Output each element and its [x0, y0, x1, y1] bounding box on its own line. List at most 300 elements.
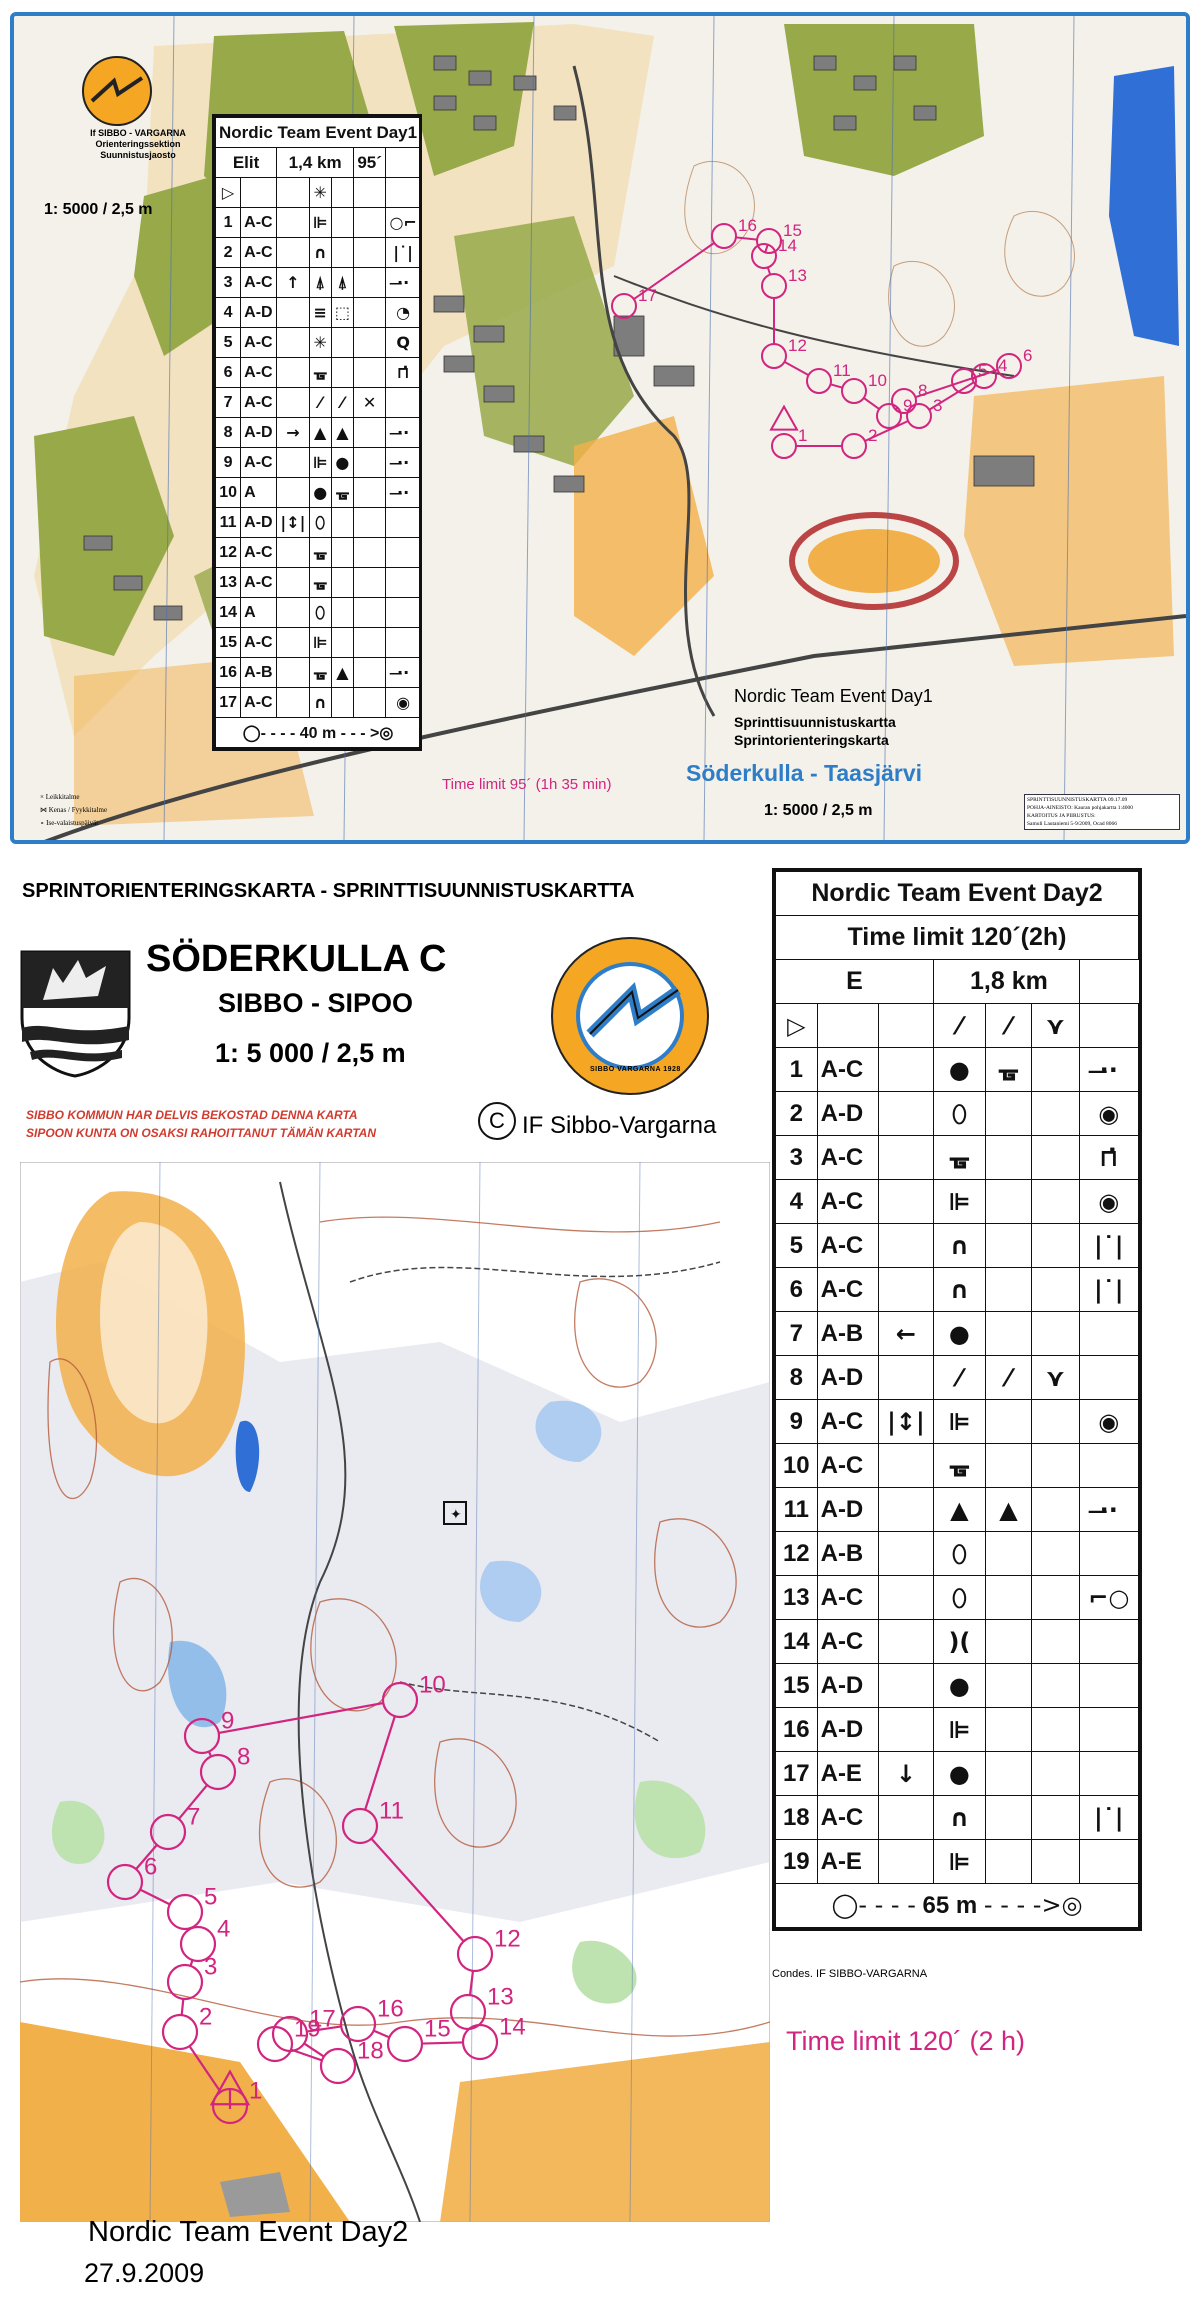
cell-e [386, 598, 421, 628]
cell-code: A-C [241, 388, 277, 418]
cell-c [985, 1576, 1031, 1620]
cell-n: 4 [776, 1180, 818, 1224]
cell-c [331, 598, 353, 628]
map1-sub1: Sprinttisuunnistuskartta [734, 714, 896, 730]
cell-code: A-C [241, 688, 277, 718]
description-row [216, 388, 421, 418]
control-description-table-day2 [772, 868, 1142, 1931]
cell-c: ᚗ [985, 1048, 1031, 1092]
table1-length: 1,4 km [277, 148, 354, 178]
control-number: 18 [357, 2037, 384, 2065]
cell-e [1079, 1444, 1138, 1488]
cell-c [985, 1664, 1031, 1708]
cell-n: 2 [216, 238, 241, 268]
cell-code: A-C [817, 1444, 878, 1488]
description-row [776, 1268, 1139, 1312]
cell-code: A-C [241, 538, 277, 568]
cell-a [878, 1576, 933, 1620]
description-row [776, 1532, 1139, 1576]
map1-legend [40, 791, 107, 830]
cell-c [985, 1180, 1031, 1224]
cell-code: A-C [817, 1224, 878, 1268]
cell-b: ∩ [309, 688, 331, 718]
cell-c: ⁄ [331, 388, 353, 418]
cell-b: ▲ [934, 1488, 986, 1532]
cell-b: ∩ [934, 1268, 986, 1312]
cell-code: A-C [817, 1048, 878, 1092]
map1-sub2: Sprintorienteringskarta [734, 732, 889, 748]
cell-e [1079, 1312, 1138, 1356]
cell-d [354, 598, 386, 628]
control-circle [807, 369, 831, 393]
map1-title: Nordic Team Event Day1 [734, 686, 933, 706]
legend-item: ∘ Ise-valaistuspäivät [40, 819, 99, 827]
cell-e: ·̶· [386, 268, 421, 298]
cell-n: 4 [216, 298, 241, 328]
cell-n: 19 [776, 1840, 818, 1884]
cell-e: ◉ [1079, 1180, 1138, 1224]
cell-e: ◉ [386, 688, 421, 718]
cell-d [1032, 1180, 1079, 1224]
control-number: 1 [798, 425, 808, 445]
cell-c [985, 1136, 1031, 1180]
description-row [776, 1708, 1139, 1752]
cell-n: 17 [776, 1752, 818, 1796]
cell-d [1032, 1048, 1079, 1092]
cell-e [1079, 1356, 1138, 1400]
control-number: 2 [868, 425, 878, 445]
cell-a [277, 208, 310, 238]
cell-b: ᚗ [309, 568, 331, 598]
copyright-icon: C [478, 1102, 516, 1140]
cell-n: 6 [216, 358, 241, 388]
cell-n: 18 [776, 1796, 818, 1840]
map1-scale-left: 1: 5000 / 2,5 m [44, 201, 153, 218]
cell-e: ·̶· [386, 448, 421, 478]
cell-d [354, 418, 386, 448]
cell-code: A-D [817, 1092, 878, 1136]
cell-c [331, 538, 353, 568]
map2-subtitle: SIBBO - SIPOO [218, 988, 414, 1018]
cell-a [878, 1532, 933, 1576]
cell-n: 3 [216, 268, 241, 298]
map2-terrain [20, 1162, 770, 2222]
club-sub2: Suunnistusjaosto [100, 150, 176, 160]
cell-n: 12 [776, 1532, 818, 1576]
cell-c: ⁄ [985, 1356, 1031, 1400]
cell-a [277, 358, 310, 388]
cell-a [277, 478, 310, 508]
cell-n: 10 [776, 1444, 818, 1488]
cell-b: ⍋ [309, 268, 331, 298]
control-number: 7 [187, 1803, 201, 1831]
cell-b: ⊫ [309, 628, 331, 658]
start-triangle-icon: ▷ [216, 178, 241, 208]
control-number: 1 [249, 2077, 263, 2105]
start-triangle-icon [771, 407, 797, 430]
cell-n: 1 [216, 208, 241, 238]
cell-e: ·̶· [386, 418, 421, 448]
map-day1 [10, 12, 1190, 844]
cell-b: ⬯ [934, 1092, 986, 1136]
cell-e: ·̶· [386, 658, 421, 688]
cell-code: A-C [241, 568, 277, 598]
control-description-table-day1 [212, 114, 422, 751]
cell-n: 5 [776, 1224, 818, 1268]
cell-code: A-B [241, 658, 277, 688]
control-circle [762, 344, 786, 368]
control-number: 3 [204, 1953, 218, 1981]
cell-n: 13 [776, 1576, 818, 1620]
description-row [776, 1312, 1139, 1356]
control-number: 10 [868, 370, 887, 390]
cell-c [985, 1268, 1031, 1312]
cell-code: A [241, 598, 277, 628]
cell-c: ᚗ [331, 478, 353, 508]
description-row [776, 1048, 1139, 1092]
cell-c [331, 358, 353, 388]
cell-e: Q [386, 328, 421, 358]
cell-d [354, 358, 386, 388]
control-number: 8 [918, 380, 928, 400]
cell-code: A-C [817, 1400, 878, 1444]
cell-c: ⬚ [331, 298, 353, 328]
club-name: If SIBBO - VARGARNA [90, 128, 186, 138]
cell-b: ● [934, 1312, 986, 1356]
cell-d: ✕ [354, 388, 386, 418]
cell-b: ⁄ [934, 1356, 986, 1400]
control-number: 9 [903, 395, 913, 415]
cell-c [331, 628, 353, 658]
cell-c [985, 1752, 1031, 1796]
cell-a [277, 538, 310, 568]
cell-a [277, 238, 310, 268]
cell-e [386, 388, 421, 418]
description-row [776, 1796, 1139, 1840]
map2-condes: Condes. IF SIBBO-VARGARNA [772, 1968, 928, 1980]
cell-c [985, 1400, 1031, 1444]
cell-a [878, 1840, 933, 1884]
table2-class: E [776, 960, 934, 1004]
cell-n: 8 [216, 418, 241, 448]
cell-code: A-C [241, 328, 277, 358]
cell-e [386, 568, 421, 598]
description-row [216, 448, 421, 478]
cell-c [985, 1708, 1031, 1752]
cell-a: → [277, 418, 310, 448]
cell-b: ⊫ [934, 1708, 986, 1752]
cell-n: 15 [776, 1664, 818, 1708]
cell-code: A-D [817, 1708, 878, 1752]
cell-d [354, 208, 386, 238]
control-number: 11 [379, 1797, 404, 1825]
cell-b: ✳ [309, 328, 331, 358]
description-row [216, 688, 421, 718]
cell-code: A-B [817, 1312, 878, 1356]
cell-b: )( [934, 1620, 986, 1664]
map2-time-limit: Time limit 120´ (2 h) [786, 2026, 1026, 2056]
cell-n: 3 [776, 1136, 818, 1180]
cell-c [985, 1312, 1031, 1356]
control-number: 14 [499, 2013, 526, 2041]
cell-code: A [241, 478, 277, 508]
control-number: 12 [788, 335, 807, 355]
logo-text: SIBBO VARGARNA 1928 [590, 1066, 681, 1073]
table1-title: Nordic Team Event Day1 [216, 118, 421, 148]
course-leg [864, 398, 879, 409]
map1-time-limit: Time limit 95´ (1h 35 min) [442, 776, 612, 793]
cell-a [878, 1268, 933, 1312]
table2-time-row: Time limit 120´(2h) [776, 916, 1139, 960]
description-row [216, 628, 421, 658]
control-number: 13 [788, 265, 807, 285]
description-row [216, 328, 421, 358]
control-circle [752, 244, 776, 268]
cell-code: A-D [241, 508, 277, 538]
cell-b: ⊫ [934, 1400, 986, 1444]
cell-n: 10 [216, 478, 241, 508]
cell-e: |˙| [1079, 1796, 1138, 1840]
cell-a [878, 1796, 933, 1840]
description-row [776, 1620, 1139, 1664]
start-description: ✳ [309, 178, 331, 208]
control-number: 6 [1023, 345, 1033, 365]
cell-d [1032, 1268, 1079, 1312]
table1-finish-legend: ◯- - - - 40 m - - - >◎ [216, 718, 421, 748]
cell-c [985, 1532, 1031, 1576]
cell-d [354, 658, 386, 688]
description-row [216, 538, 421, 568]
cell-a: ↑ [277, 268, 310, 298]
cell-a [878, 1620, 933, 1664]
start-c: ⁄ [985, 1004, 1031, 1048]
control-circle [772, 434, 796, 458]
description-row [216, 418, 421, 448]
cell-d [1032, 1224, 1079, 1268]
start-triangle-icon: ▷ [776, 1004, 818, 1048]
cell-d [354, 328, 386, 358]
cell-a [878, 1356, 933, 1400]
control-circle [712, 224, 736, 248]
cell-e: |˙| [1079, 1224, 1138, 1268]
cell-b: ᚗ [309, 658, 331, 688]
cell-n: 11 [216, 508, 241, 538]
cell-e [1079, 1752, 1138, 1796]
cell-d [354, 298, 386, 328]
map2-note2: SIPOON KUNTA ON OSAKSI RAHOITTANUT TÄMÄN KARTAN [26, 1126, 376, 1140]
control-number: 10 [419, 1671, 446, 1699]
cell-a [878, 1488, 933, 1532]
cell-code: A-D [817, 1356, 878, 1400]
cell-a [878, 1136, 933, 1180]
cell-d [1032, 1400, 1079, 1444]
svg-text:✦: ✦ [450, 1507, 462, 1523]
cell-code: A-C [241, 358, 277, 388]
cell-c [985, 1620, 1031, 1664]
description-row [776, 1840, 1139, 1884]
cell-a [878, 1180, 933, 1224]
cell-e [1079, 1620, 1138, 1664]
cell-code: A-C [817, 1180, 878, 1224]
description-row [216, 208, 421, 238]
cell-d [1032, 1576, 1079, 1620]
map2-note1: SIBBO KOMMUN HAR DELVIS BEKOSTAD DENNA KARTA [26, 1108, 358, 1122]
control-number: 2 [199, 2003, 213, 2031]
cell-code: A-C [241, 628, 277, 658]
cell-a [878, 1092, 933, 1136]
description-row [776, 1356, 1139, 1400]
cell-code: A-C [241, 238, 277, 268]
wolf-crest-icon [18, 948, 133, 1078]
start-b: ⁄ [934, 1004, 986, 1048]
cell-c [985, 1444, 1031, 1488]
cell-a: |↕| [878, 1400, 933, 1444]
course-leg [736, 237, 757, 239]
cell-c [331, 508, 353, 538]
cell-a [277, 328, 310, 358]
cell-d [354, 478, 386, 508]
cell-b: ⊫ [934, 1840, 986, 1884]
cell-d [1032, 1532, 1079, 1576]
cell-a [878, 1708, 933, 1752]
map1-place: Söderkulla - Taasjärvi [686, 760, 923, 786]
cell-n: 9 [776, 1400, 818, 1444]
cell-code: A-B [817, 1532, 878, 1576]
cell-d [1032, 1312, 1079, 1356]
cell-a [277, 598, 310, 628]
description-row [776, 1488, 1139, 1532]
cell-a [277, 388, 310, 418]
cell-n: 1 [776, 1048, 818, 1092]
map2-footer-date: 27.9.2009 [84, 2258, 205, 2288]
cell-a [878, 1224, 933, 1268]
description-row [216, 568, 421, 598]
cell-d [354, 508, 386, 538]
cell-d [354, 238, 386, 268]
cell-e [1079, 1664, 1138, 1708]
control-number: 6 [144, 1853, 158, 1881]
cell-b: ᚗ [309, 358, 331, 388]
sibbo-vargarna-logo [548, 934, 712, 1098]
cell-n: 7 [776, 1312, 818, 1356]
cell-c [985, 1840, 1031, 1884]
cell-c: ▲ [331, 658, 353, 688]
cell-a [277, 568, 310, 598]
description-row [776, 1576, 1139, 1620]
cell-d [1032, 1796, 1079, 1840]
table2-title: Nordic Team Event Day2 [776, 872, 1139, 916]
cell-c [985, 1092, 1031, 1136]
map2-title: SÖDERKULLA C [146, 938, 447, 980]
cell-n: 16 [776, 1708, 818, 1752]
cell-a [878, 1664, 933, 1708]
cell-e: ○⌐ [386, 208, 421, 238]
table2-length: 1,8 km [934, 960, 1080, 1004]
map1-info-box: SPRINTTISUUNNISTUSKARTTA 09.17.09 POHJA-AINEISTO: Kauran pohjakartta 1:4000 KARTOITUS JA PIIRUSTUS: Samuli Lautaniemi 5-9/2009, Ocad 8066 [1024, 794, 1180, 830]
cell-c [331, 688, 353, 718]
cell-e: ⊓̇ [386, 358, 421, 388]
cell-c: ▲ [331, 418, 353, 448]
cell-n: 16 [216, 658, 241, 688]
cell-a [277, 658, 310, 688]
cell-e: ·̶· [1079, 1488, 1138, 1532]
cell-e: ◉ [1079, 1092, 1138, 1136]
description-row [776, 1092, 1139, 1136]
cell-d [354, 628, 386, 658]
cell-b: ▲ [309, 418, 331, 448]
description-row [216, 508, 421, 538]
course-leg [768, 267, 770, 274]
cell-d [1032, 1444, 1079, 1488]
cell-n: 7 [216, 388, 241, 418]
control-circle [842, 379, 866, 403]
cell-n: 2 [776, 1092, 818, 1136]
cell-b: ≡ [309, 298, 331, 328]
cell-e [386, 628, 421, 658]
cell-n: 11 [776, 1488, 818, 1532]
control-number: 5 [204, 1883, 218, 1911]
cell-code: A-C [241, 268, 277, 298]
cell-c: ● [331, 448, 353, 478]
course-leg [765, 245, 768, 253]
cell-d [354, 268, 386, 298]
control-number: 19 [294, 2015, 321, 2043]
cell-e: |˙| [386, 238, 421, 268]
cell-e [1079, 1840, 1138, 1884]
cell-d [1032, 1752, 1079, 1796]
cell-d [1032, 1136, 1079, 1180]
course-leg [831, 384, 843, 387]
cell-code: A-D [241, 298, 277, 328]
control-number: 9 [221, 1707, 235, 1735]
cell-b: ᚗ [309, 538, 331, 568]
cell-a [277, 448, 310, 478]
club-sub1: Orienteringssektion [95, 139, 181, 149]
description-row [216, 658, 421, 688]
cell-d [1032, 1092, 1079, 1136]
cell-a [277, 298, 310, 328]
cell-d [354, 448, 386, 478]
cell-b: ⊫ [309, 208, 331, 238]
cell-n: 15 [216, 628, 241, 658]
control-number: 16 [377, 1995, 404, 2023]
control-number: 13 [487, 1983, 514, 2011]
cell-b: ● [934, 1664, 986, 1708]
cell-a: ↓ [878, 1752, 933, 1796]
cell-d [1032, 1664, 1079, 1708]
description-row [776, 1136, 1139, 1180]
map2-scale: 1: 5 000 / 2,5 m [215, 1038, 406, 1068]
map2-copyright: IF Sibbo-Vargarna [522, 1112, 717, 1139]
description-row [216, 598, 421, 628]
cell-c [331, 208, 353, 238]
control-number: 4 [217, 1915, 231, 1943]
cell-a [277, 688, 310, 718]
cell-code: A-E [817, 1752, 878, 1796]
cell-c [985, 1796, 1031, 1840]
cell-a: ← [878, 1312, 933, 1356]
club-block [78, 128, 198, 161]
cell-c: ⍋ [331, 268, 353, 298]
cell-code: A-C [817, 1576, 878, 1620]
control-circle [762, 274, 786, 298]
cell-b: ⬯ [934, 1532, 986, 1576]
cell-code: A-C [241, 208, 277, 238]
cell-d: ⋎ [1032, 1356, 1079, 1400]
description-row [776, 1664, 1139, 1708]
control-number: 8 [237, 1743, 251, 1771]
description-row [776, 1444, 1139, 1488]
